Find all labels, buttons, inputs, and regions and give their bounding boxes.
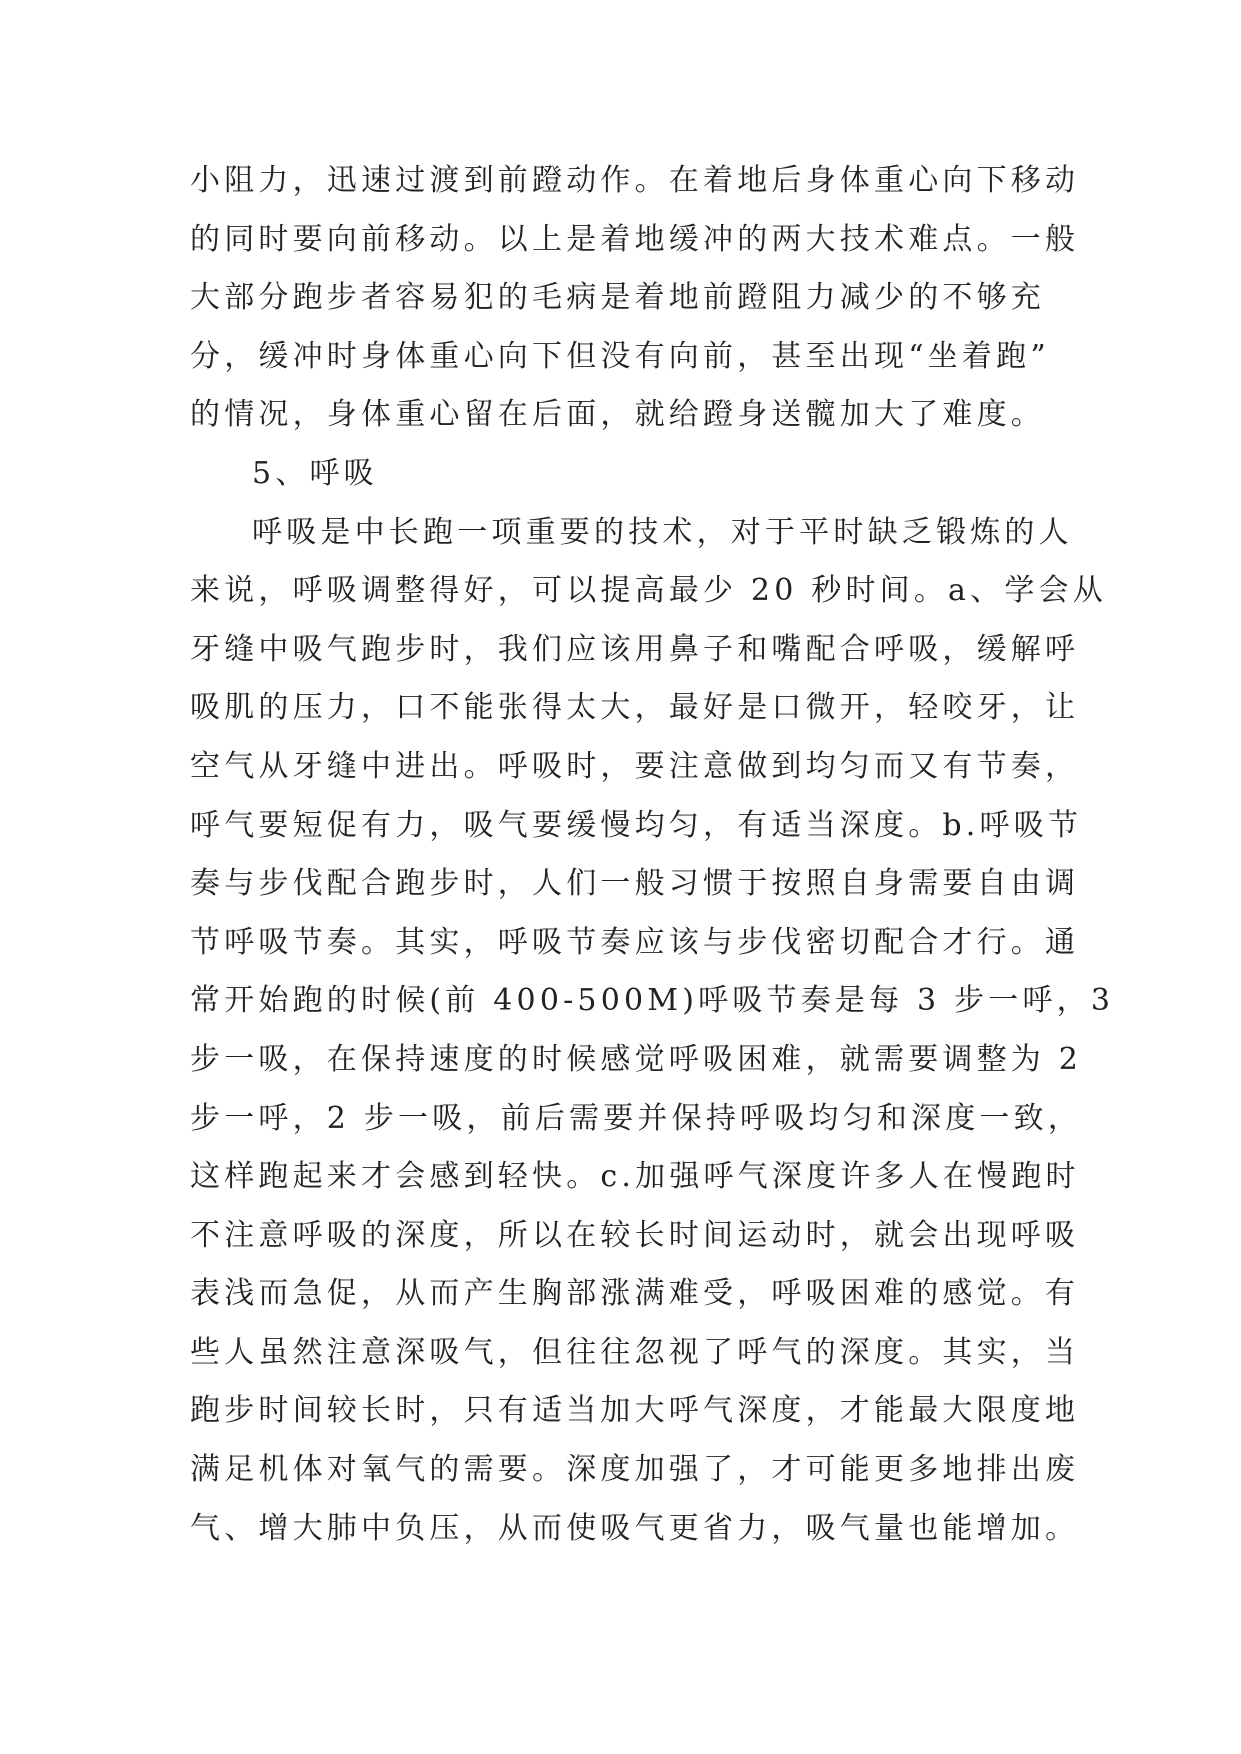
text-line: 来说，呼吸调整得好，可以提高最少 20 秒时间。a、学会从 <box>190 573 1107 609</box>
text-line: 步一吸，在保持速度的时候感觉呼吸困难，就需要调整为 2 <box>190 1041 1083 1077</box>
text-line: 吸肌的压力，口不能张得太大，最好是口微开，轻咬牙，让 <box>190 690 1080 726</box>
text-line: 节呼吸节奏。其实，呼吸节奏应该与步伐密切配合才行。通 <box>190 924 1080 960</box>
text-line: 些人虽然注意深吸气，但往往忽视了呼气的深度。其实，当 <box>190 1334 1080 1370</box>
text-line: 空气从牙缝中进出。呼吸时，要注意做到均匀而又有节奏， <box>190 748 1080 784</box>
text-line: 呼气要短促有力，吸气要缓慢均匀，有适当深度。b.呼吸节 <box>190 807 1083 843</box>
section-heading: 5、呼吸 <box>252 455 378 491</box>
text-line: 气、增大肺中负压，从而使吸气更省力，吸气量也能增加。 <box>190 1510 1080 1546</box>
text-line: 分，缓冲时身体重心向下但没有向前，甚至出现“坐着跑” <box>190 338 1050 374</box>
body-text <box>190 152 1115 1558</box>
text-line: 奏与步伐配合跑步时，人们一般习惯于按照自身需要自由调 <box>190 866 1080 902</box>
text-line: 的同时要向前移动。以上是着地缓冲的两大技术难点。一般 <box>190 221 1080 257</box>
text-line: 不注意呼吸的深度，所以在较长时间运动时，就会出现呼吸 <box>190 1217 1080 1253</box>
text-line: 满足机体对氧气的需要。深度加强了，才可能更多地排出废 <box>190 1452 1080 1488</box>
text-line: 牙缝中吸气跑步时，我们应该用鼻子和嘴配合呼吸，缓解呼 <box>190 631 1080 667</box>
text-line: 表浅而急促，从而产生胸部涨满难受，呼吸困难的感觉。有 <box>190 1276 1080 1312</box>
text-line: 这样跑起来才会感到轻快。c.加强呼气深度许多人在慢跑时 <box>190 1159 1080 1195</box>
text-line: 步一呼，2 步一吸，前后需要并保持呼吸均匀和深度一致， <box>190 1100 1083 1136</box>
text-line: 呼吸是中长跑一项重要的技术，对于平时缺乏锻炼的人 <box>252 514 1073 550</box>
text-line: 跑步时间较长时，只有适当加大呼气深度，才能最大限度地 <box>190 1393 1080 1429</box>
text-line: 小阻力，迅速过渡到前蹬动作。在着地后身体重心向下移动 <box>190 163 1080 198</box>
text-line: 的情况，身体重心留在后面，就给蹬身送髋加大了难度。 <box>190 397 1045 433</box>
text-line: 大部分跑步者容易犯的毛病是着地前蹬阻力减少的不够充 <box>190 280 1045 316</box>
text-line: 常开始跑的时候(前 400-500M)呼吸节奏是每 3 步一呼，3 <box>190 983 1115 1019</box>
